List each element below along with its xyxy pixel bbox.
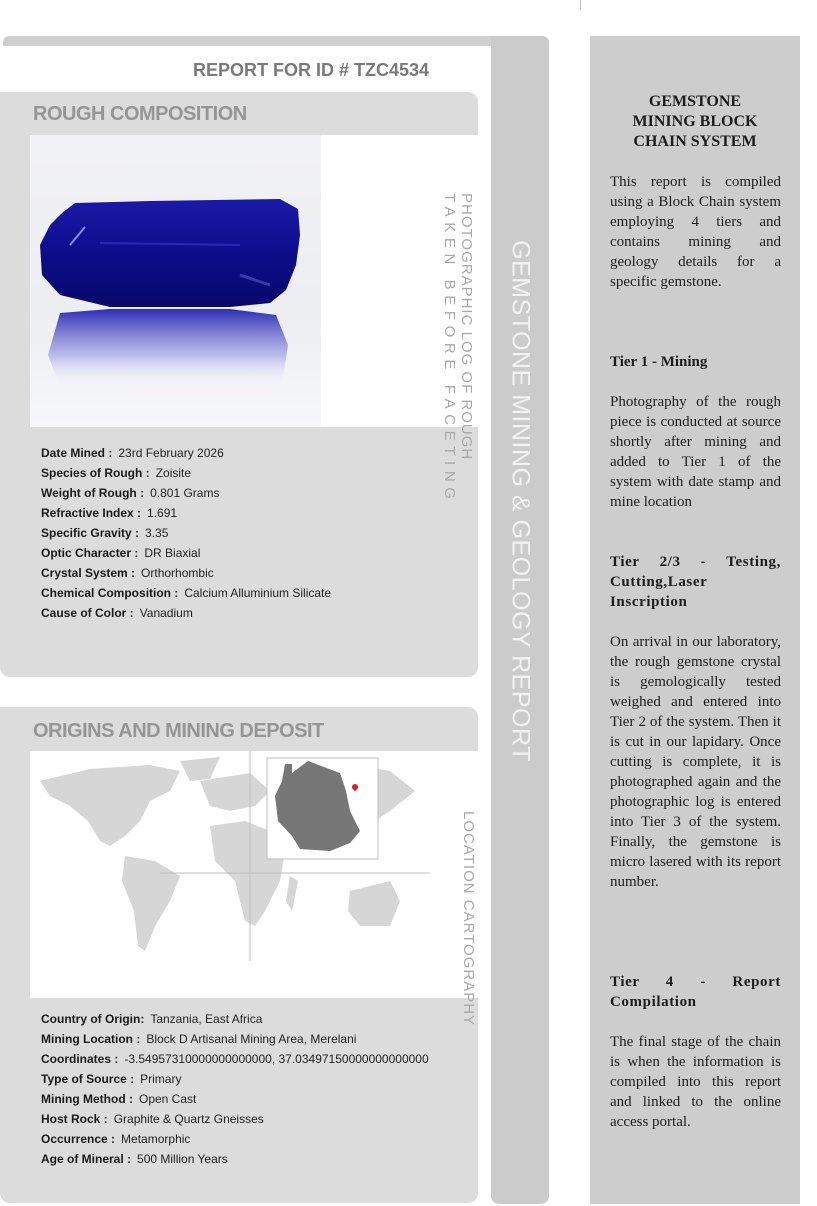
property-row — [41, 485, 331, 505]
tier1-heading: Tier 1 - Mining — [610, 354, 708, 370]
property-value: Vanadium — [139, 606, 193, 620]
map-caption: LOCATION CARTOGRAPHY — [460, 811, 477, 1027]
property-label: Age of Mineral : — [41, 1152, 132, 1166]
world-map-image — [30, 751, 430, 998]
property-value: 0.801 Grams — [150, 486, 220, 500]
property-value: Zoisite — [155, 466, 192, 480]
property-value: DR Biaxial — [144, 546, 201, 560]
property-label: Host Rock : — [41, 1112, 108, 1126]
property-label: Refractive Index : — [41, 506, 142, 520]
property-value: 23rd February 2026 — [118, 446, 224, 460]
origins-title: ORIGINS AND MINING DEPOSIT — [33, 720, 324, 742]
origins-properties-list — [41, 1011, 429, 1171]
rough-properties-list — [41, 445, 331, 625]
photo-caption-line-1: PHOTOGRAPHIC LOG OF ROUGH — [458, 193, 475, 461]
property-row — [41, 1031, 429, 1051]
property-value: Block D Artisanal Mining Area, Merelani — [146, 1032, 357, 1046]
property-label: Mining Location : — [41, 1032, 141, 1046]
info-title: GEMSTONE MINING BLOCK CHAIN SYSTEM — [632, 93, 758, 150]
property-row — [41, 1091, 429, 1111]
tier4-heading: Tier 4 - Report Compilation — [610, 974, 781, 1010]
property-row — [41, 565, 331, 585]
property-row — [41, 605, 331, 625]
tier1-text: Photography of the rough piece is conducted at source shortly after mining and added to Tier 1 of the system with date stamp and mine location — [610, 394, 781, 510]
blockchain-info-panel — [590, 36, 800, 1204]
property-label: Mining Method : — [41, 1092, 133, 1106]
property-label: Weight of Rough : — [41, 486, 145, 500]
property-value: Metamorphic — [121, 1132, 191, 1146]
property-label: Occurrence : — [41, 1132, 116, 1146]
tier23-text: On arrival in our laboratory, the rough gemstone crystal is gemologically tested weighed and entered into Tier 2 of the system. Then it is cut in our lapidary. Once cutting is complete, it is photographed again and the photographic log is entered into Tier 3 of the system. Finally, the gemstone is micro lasered with its report number. — [610, 634, 781, 890]
property-value: 3.35 — [145, 526, 169, 540]
property-row — [41, 505, 331, 525]
property-row — [41, 545, 331, 565]
report-id-heading: REPORT FOR ID # TZC4534 — [193, 60, 430, 80]
property-label: Specific Gravity : — [41, 526, 140, 540]
property-row — [41, 1051, 429, 1071]
property-label: Country of Origin: — [41, 1012, 145, 1026]
property-row — [41, 1131, 429, 1151]
tier4-text: The final stage of the chain is when the information is compiled into this report and linked to the online access portal. — [610, 1034, 781, 1130]
property-value: Calcium Alluminium Silicate — [184, 586, 332, 600]
property-row — [41, 465, 331, 485]
property-row — [41, 1111, 429, 1131]
gemstone-image — [30, 135, 321, 427]
property-label: Crystal System : — [41, 566, 136, 580]
divider-tick — [580, 0, 581, 9]
property-row — [41, 585, 331, 605]
property-label: Date Mined : — [41, 446, 113, 460]
property-label: Chemical Composition : — [41, 586, 179, 600]
property-label: Coordinates : — [41, 1052, 119, 1066]
spine-title: GEMSTONE MINING & GEOLOGY REPORT — [506, 240, 535, 762]
property-value: 500 Million Years — [137, 1152, 228, 1166]
property-value: Graphite & Quartz Gneisses — [113, 1112, 264, 1126]
rough-gemstone-photo — [30, 135, 321, 427]
property-value: Open Cast — [138, 1092, 197, 1106]
property-label: Cause of Color : — [41, 606, 134, 620]
rough-composition-card — [0, 92, 478, 677]
property-label: Species of Rough : — [41, 466, 150, 480]
property-row — [41, 445, 331, 465]
photo-caption — [441, 193, 475, 505]
rough-composition-title: ROUGH COMPOSITION — [33, 103, 247, 125]
property-value: -3.54957310000000000000, 37.03497150000000000000 — [124, 1052, 429, 1066]
property-row — [41, 1071, 429, 1091]
property-label: Optic Character : — [41, 546, 139, 560]
property-row — [41, 525, 331, 545]
report-spine — [491, 36, 549, 1204]
header-bar — [3, 36, 549, 46]
property-row — [41, 1151, 429, 1171]
property-value: Primary — [140, 1072, 182, 1086]
tier23-heading: Tier 2/3 - Testing, Cutting,Laser Inscription — [610, 554, 781, 610]
origins-card — [0, 707, 478, 1203]
property-value: 1.691 — [147, 506, 178, 520]
photo-caption-line-2: TAKEN BEFORE FACETING — [441, 193, 458, 505]
property-row — [41, 1011, 429, 1031]
property-label: Type of Source : — [41, 1072, 135, 1086]
property-value: Tanzania, East Africa — [150, 1012, 263, 1026]
property-value: Orthorhombic — [141, 566, 214, 580]
intro-text: This report is compiled using a Block Chain system employing 4 tiers and contains mining and geology details for a specific gemstone. — [610, 174, 781, 290]
